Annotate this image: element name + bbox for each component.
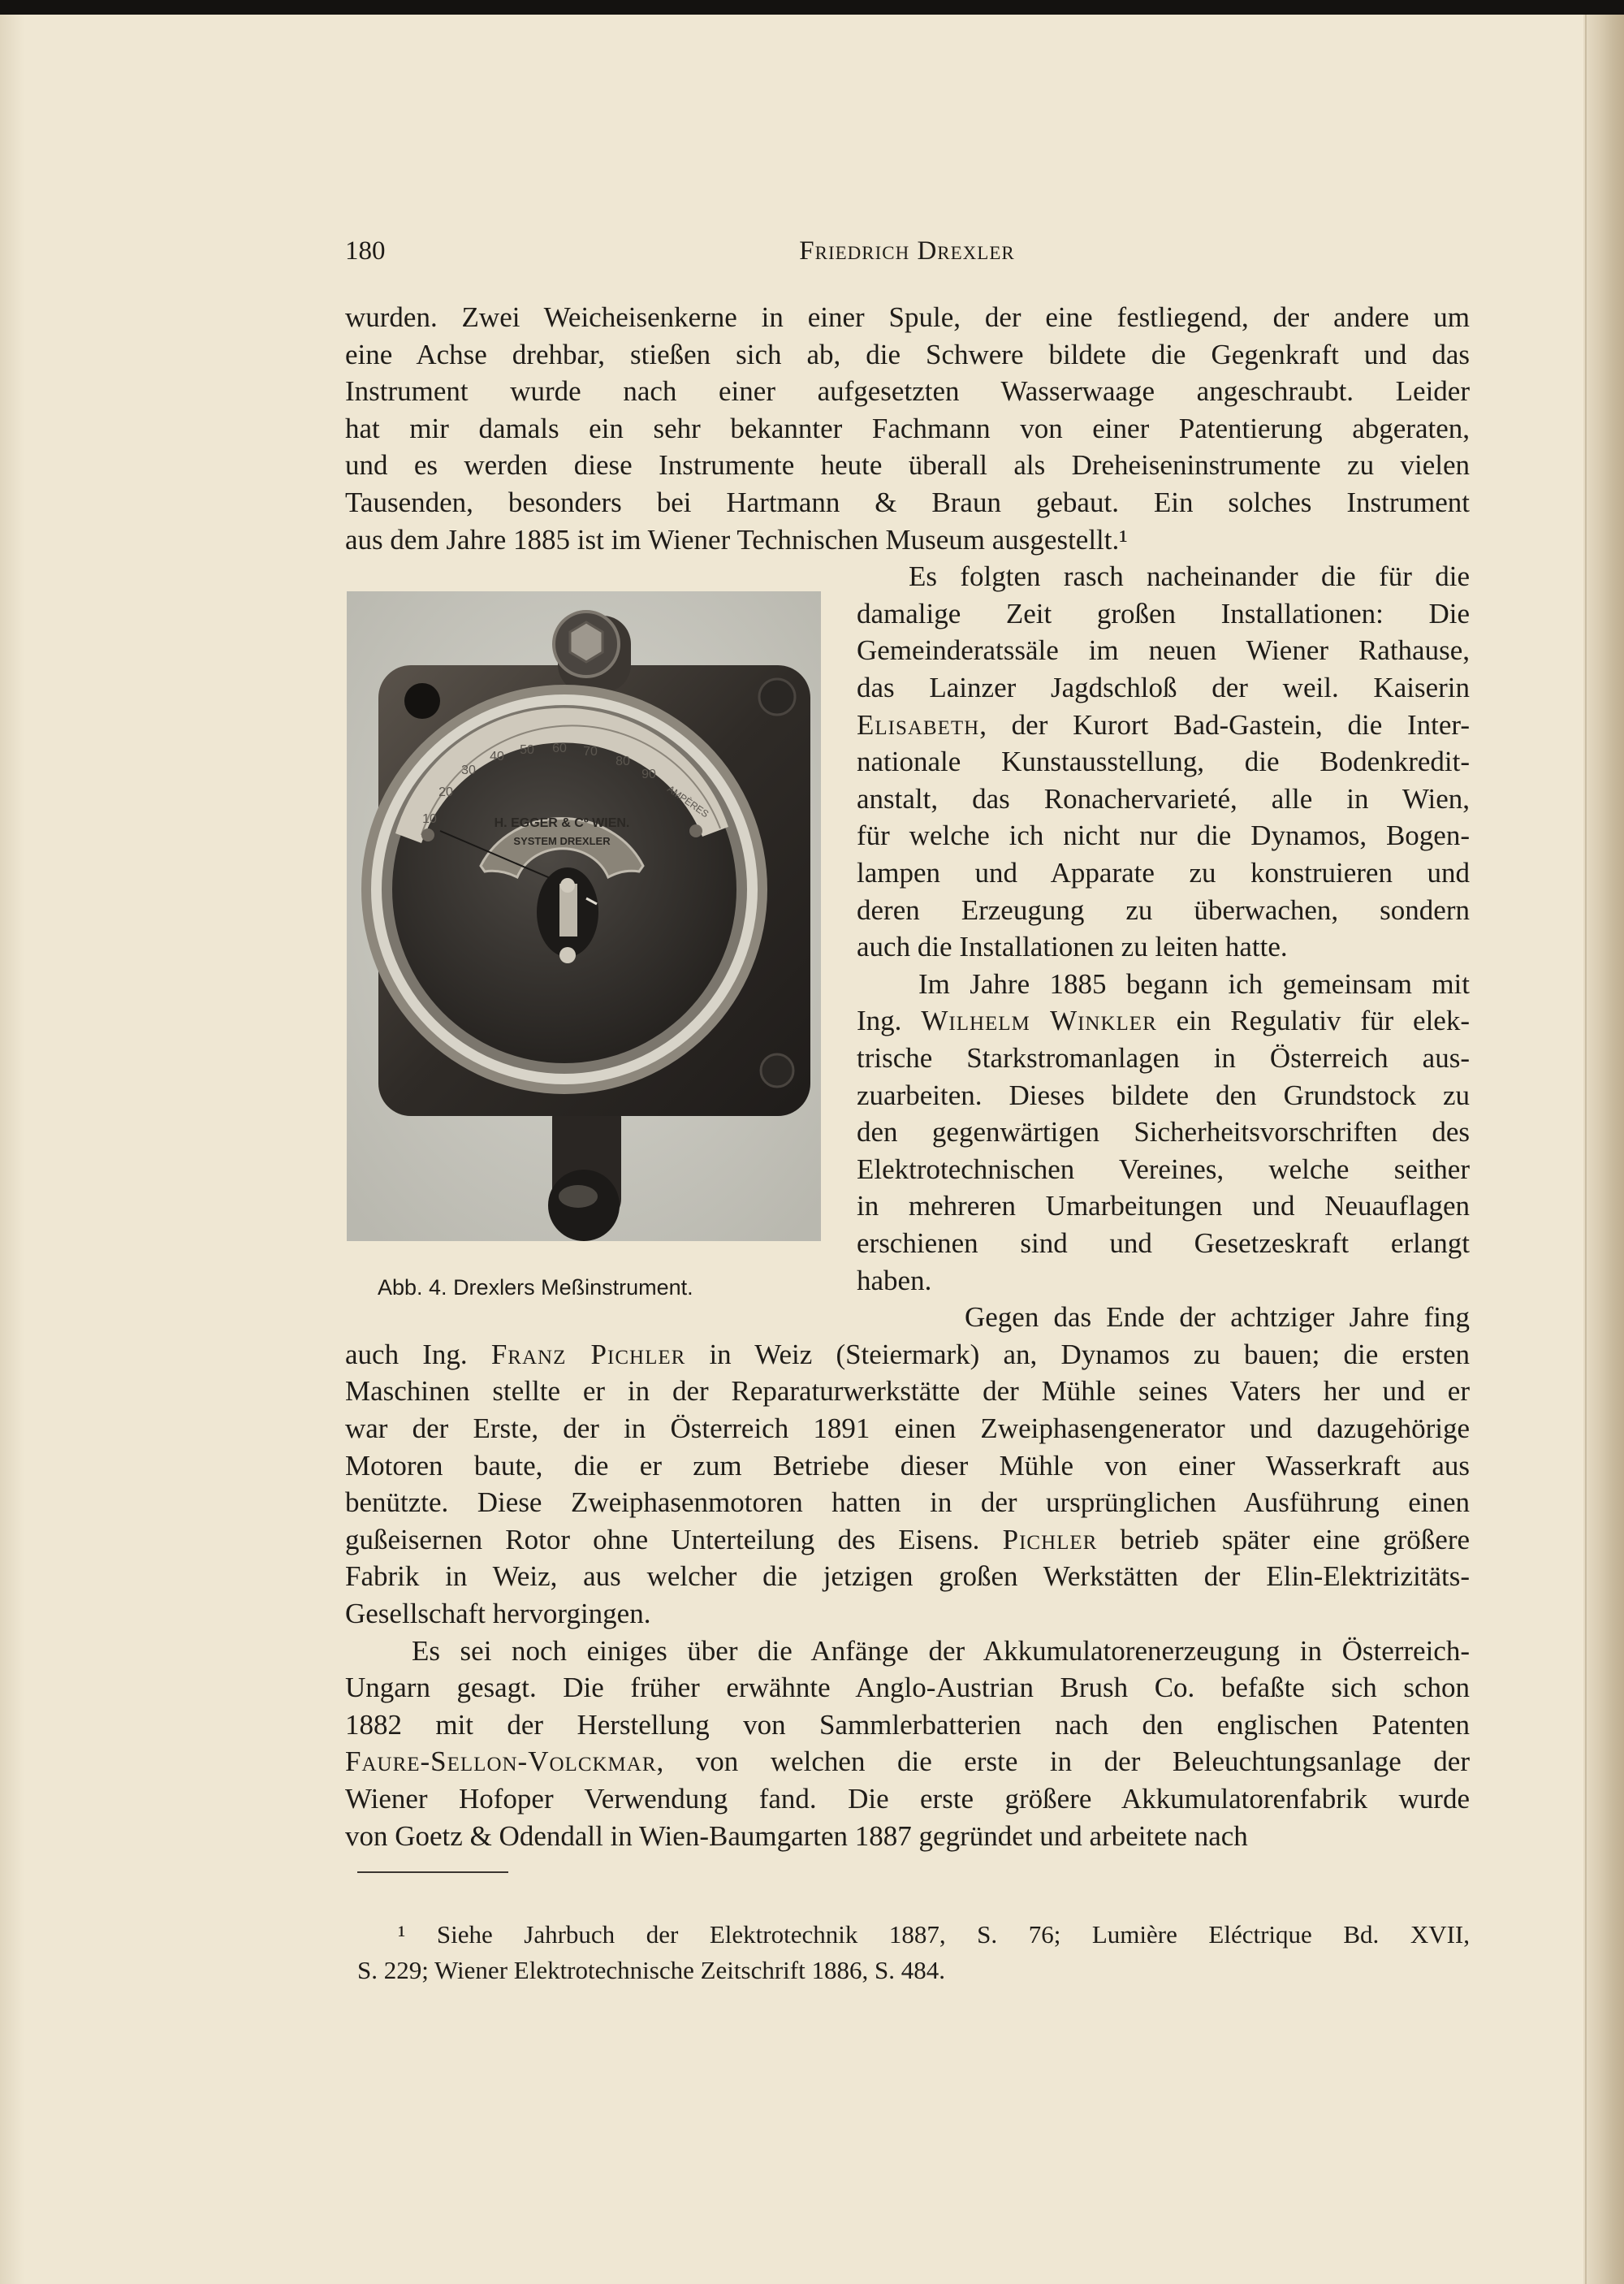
text-segment: auch die Installationen zu leiten hatte.	[857, 931, 1288, 963]
text-line	[345, 1595, 1470, 1633]
text-line	[857, 1151, 1470, 1188]
text-line	[345, 1818, 1470, 1855]
text-line	[857, 1114, 1470, 1151]
text-line	[345, 1336, 1470, 1373]
text-line	[857, 892, 1470, 929]
text-segment: Wiener Hofoper Verwendung fand. Die erste größere Akkumulatorenfabrik wurde	[345, 1783, 1470, 1815]
person-name-small-caps: Wilhelm Winkler	[921, 1005, 1157, 1037]
text-segment: Tausenden, besonders bei Hartmann & Braun gebaut. Ein solches Instrument	[345, 487, 1470, 518]
scale-number: 10	[422, 812, 437, 826]
text-line	[345, 484, 1470, 521]
text-line	[857, 595, 1470, 633]
text-line	[345, 1743, 1470, 1780]
running-title: Friedrich Drexler	[799, 236, 1015, 266]
text-line	[345, 373, 1470, 410]
text-line	[345, 410, 1470, 448]
text-segment: gußeisernen Rotor ohne Unterteilung des Eisens.	[345, 1523, 1003, 1555]
scan-page-edge	[1583, 15, 1624, 2284]
maker-plate-system: SYSTEM DREXLER	[513, 835, 611, 847]
person-name-small-caps: Franz Pichler	[490, 1338, 686, 1370]
text-segment: auch Ing.	[345, 1338, 491, 1370]
person-name-small-caps: Faure-Sellon-Volckmar	[345, 1745, 657, 1778]
text-segment: , von welchen die erste in der Beleuchtungsanlage der	[656, 1745, 1470, 1778]
text-segment: den gegenwärtigen Sicherheitsvorschriften des	[857, 1116, 1470, 1148]
text-line	[857, 669, 1470, 707]
footnote-line: S. 229; Wiener Elektrotechnische Zeitschrift 1886, S. 484.	[357, 1956, 945, 1984]
text-line	[909, 558, 1470, 595]
text-line	[857, 1040, 1470, 1077]
text-line	[857, 817, 1470, 854]
text-segment: Maschinen stellte er in der Reparaturwerkstätte der Mühle seines Vaters her und er	[345, 1375, 1470, 1408]
scan-top-border	[0, 0, 1624, 15]
text-line	[857, 1077, 1470, 1114]
text-segment: Elektrotechnischen Vereines, welche seither	[857, 1153, 1470, 1185]
text-line	[965, 1299, 1470, 1336]
text-segment: , der Kurort Bad-Gastein, die Inter-	[979, 708, 1470, 741]
text-segment: von Goetz & Odendall in Wien-Baumgarten 1887 gegründet und arbeitete nach	[345, 1819, 1248, 1852]
text-segment: damalige Zeit großen Installationen: Die	[857, 597, 1470, 629]
text-line	[345, 1447, 1470, 1485]
text-line	[345, 1707, 1470, 1744]
footnote-line: ¹ Siehe Jahrbuch der Elektrotechnik 1887, S. 76; Lumière Eléctrique Bd. XVII,	[398, 1920, 1470, 1949]
scale-number: 40	[490, 750, 504, 763]
text-segment: betrieb später eine größere	[1097, 1523, 1471, 1555]
scale-number: 60	[552, 742, 567, 755]
scale-number: 80	[615, 755, 630, 768]
text-line	[857, 707, 1470, 744]
person-name-small-caps: Pichler	[1002, 1523, 1098, 1555]
text-line	[857, 1262, 1470, 1300]
text-segment: benützte. Diese Zweiphasenmotoren hatten in der ursprünglichen Ausführung einen	[345, 1486, 1470, 1519]
text-segment: Im Jahre 1885 begann ich gemeinsam mit	[918, 967, 1470, 1000]
text-segment: und es werden diese Instrumente heute überall als Dreheiseninstrumente zu vielen	[345, 449, 1470, 482]
text-segment: ein Regulativ für elek-	[1156, 1005, 1471, 1037]
text-segment: in mehreren Umarbeitungen und Neuauflagen	[857, 1190, 1470, 1222]
text-line	[345, 1558, 1470, 1595]
text-segment: Es folgten rasch nacheinander die für die	[909, 560, 1470, 593]
page-number: 180	[345, 236, 386, 266]
text-segment: Gegen das Ende der achtziger Jahre fing	[965, 1301, 1470, 1334]
footnote-rule	[357, 1871, 508, 1873]
figure-caption: Abb. 4. Drexlers Meßinstrument.	[378, 1275, 693, 1300]
person-name-small-caps: Elisabeth	[857, 708, 980, 741]
scale-number: 70	[583, 745, 598, 759]
text-segment: hat mir damals ein sehr bekannter Fachmann von einer Patentierung abgeraten,	[345, 412, 1470, 444]
text-segment: deren Erzeugung zu überwachen, sondern	[857, 893, 1470, 926]
text-segment: eine Achse drehbar, stießen sich ab, die Schwere bildete die Gegenkraft und das	[345, 338, 1470, 370]
text-segment: 1882 mit der Herstellung von Sammlerbatterien nach den englischen Patenten	[345, 1708, 1470, 1741]
scan-left-edge	[0, 15, 24, 2284]
text-segment: zuarbeiten. Dieses bildete den Grundstock zu	[857, 1079, 1470, 1111]
text-line	[345, 336, 1470, 374]
text-segment: lampen und Apparate zu konstruieren und	[857, 857, 1470, 889]
text-line	[857, 854, 1470, 892]
text-line	[345, 447, 1470, 484]
text-segment: Motoren baute, die er zum Betriebe dieser Mühle von einer Wasserkraft aus	[345, 1449, 1470, 1482]
text-segment: Gesellschaft hervorgingen.	[345, 1598, 651, 1629]
text-line	[345, 1669, 1470, 1707]
text-line	[345, 1410, 1470, 1447]
text-segment: nationale Kunstausstellung, die Bodenkredit-	[857, 746, 1470, 778]
text-line	[857, 632, 1470, 669]
text-line	[857, 1225, 1470, 1262]
text-line	[412, 1633, 1470, 1670]
text-line	[857, 1187, 1470, 1225]
text-line	[345, 1484, 1470, 1521]
maker-plate-name: H. EGGER & Cº WIEN.	[494, 816, 630, 830]
text-line	[857, 781, 1470, 818]
text-segment: Fabrik in Weiz, aus welcher die jetzigen großen Werkstätten der Elin-Elektrizitäts-	[345, 1560, 1470, 1593]
text-segment: wurden. Zwei Weicheisenkerne in einer Spule, der eine festliegend, der andere um	[345, 301, 1470, 333]
figure-photo-measuring-instrument	[347, 591, 821, 1241]
unit-label: AMPÈRES	[665, 783, 711, 820]
text-segment: das Lainzer Jagdschloß der weil. Kaiserin	[857, 672, 1470, 703]
text-line	[857, 1002, 1470, 1040]
text-line	[345, 521, 1470, 559]
text-line	[345, 1521, 1470, 1559]
text-segment: Es sei noch einiges über die Anfänge der Akkumulatorenerzeugung in Österreich-	[412, 1634, 1470, 1667]
text-segment: haben.	[857, 1264, 932, 1296]
text-line	[857, 928, 1470, 966]
text-line	[857, 743, 1470, 781]
text-segment: in Weiz (Steiermark) an, Dynamos zu bauen; die ersten	[685, 1338, 1470, 1370]
scale-number: 20	[438, 785, 453, 799]
text-segment: Ungarn gesagt. Die früher erwähnte Anglo-Austrian Brush Co. befaßte sich schon	[345, 1672, 1470, 1704]
text-line	[918, 966, 1470, 1003]
text-segment: Ing.	[857, 1005, 922, 1037]
text-segment: Gemeinderatssäle im neuen Wiener Rathause,	[857, 634, 1470, 667]
text-segment: aus dem Jahre 1885 ist im Wiener Technischen Museum ausgestellt.¹	[345, 523, 1128, 556]
text-segment: für welche ich nicht nur die Dynamos, Bogen-	[857, 820, 1470, 852]
text-segment: anstalt, das Ronachervarieté, alle in Wien,	[857, 782, 1470, 815]
text-segment: war der Erste, der in Österreich 1891 einen Zweiphasengenerator und dazugehörige	[345, 1412, 1470, 1444]
text-line	[345, 299, 1470, 336]
text-line	[345, 1373, 1470, 1410]
text-segment: Instrument wurde nach einer aufgesetzten Wasserwaage angeschraubt. Leider	[345, 375, 1470, 408]
text-segment: erschienen sind und Gesetzeskraft erlangt	[857, 1227, 1470, 1259]
text-line	[345, 1780, 1470, 1818]
scale-number: 30	[461, 763, 476, 777]
scale-number: 50	[520, 743, 534, 757]
scale-number: 90	[641, 768, 656, 781]
text-segment: trische Starkstromanlagen in Österreich aus-	[857, 1042, 1470, 1074]
